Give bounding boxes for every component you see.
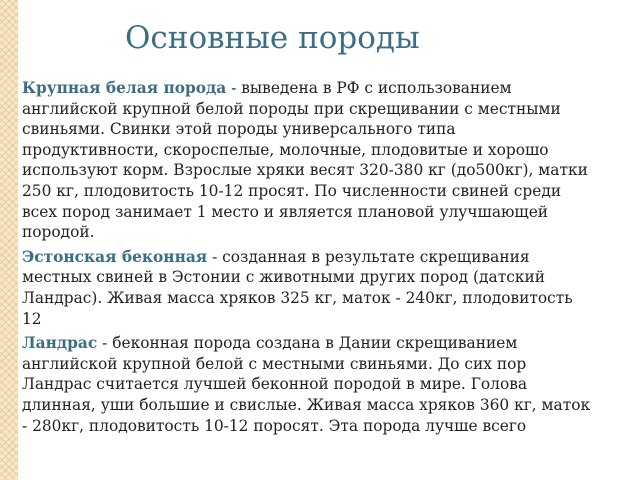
breed-description: - выведена в РФ с использованием английской крупной белой породы при скрещивании с местными свиньями. Свинки этой породы универсального типа продуктивности, скороспелые, молочные, плодовитые и хорошо используют корм. Взрослые хряки весят 320-380 кг (до500кг), матки 250 кг, плодовитость 10-12 просят. По численности свиней среди всех пород занимает 1 место и является плановой улучшающей породой. [22, 79, 588, 242]
breed-paragraph-estonian-bacon [22, 247, 594, 329]
slide-title: Основные породы [125, 20, 420, 56]
breed-name: Крупная белая порода [22, 79, 227, 97]
decorative-side-strip [0, 0, 18, 480]
breed-description: - беконная порода создана в Дании скрещиванием английской крупной белой с местными свиньями. До сих пор Ландрас считается лучшей беконной породой в мире. Голова длинная, уши большие и свислые. Живая масса хряков 360 кг, маток - 280кг, плодовитость 10-12 поросят. Эта порода лучше всего [22, 334, 591, 435]
slide-content [22, 78, 594, 440]
breed-paragraph-large-white [22, 78, 594, 243]
breed-paragraph-landrace [22, 333, 594, 436]
breed-name: Ландрас [22, 334, 98, 353]
breed-description: - созданная в результате скрещивания местных свиней в Эстонии с животными других пород (датский Ландрас). Живая масса хряков 325 кг, маток - 240кг, плодовитость 12 [22, 247, 573, 328]
breed-name: Эстонская беконная [22, 247, 208, 266]
